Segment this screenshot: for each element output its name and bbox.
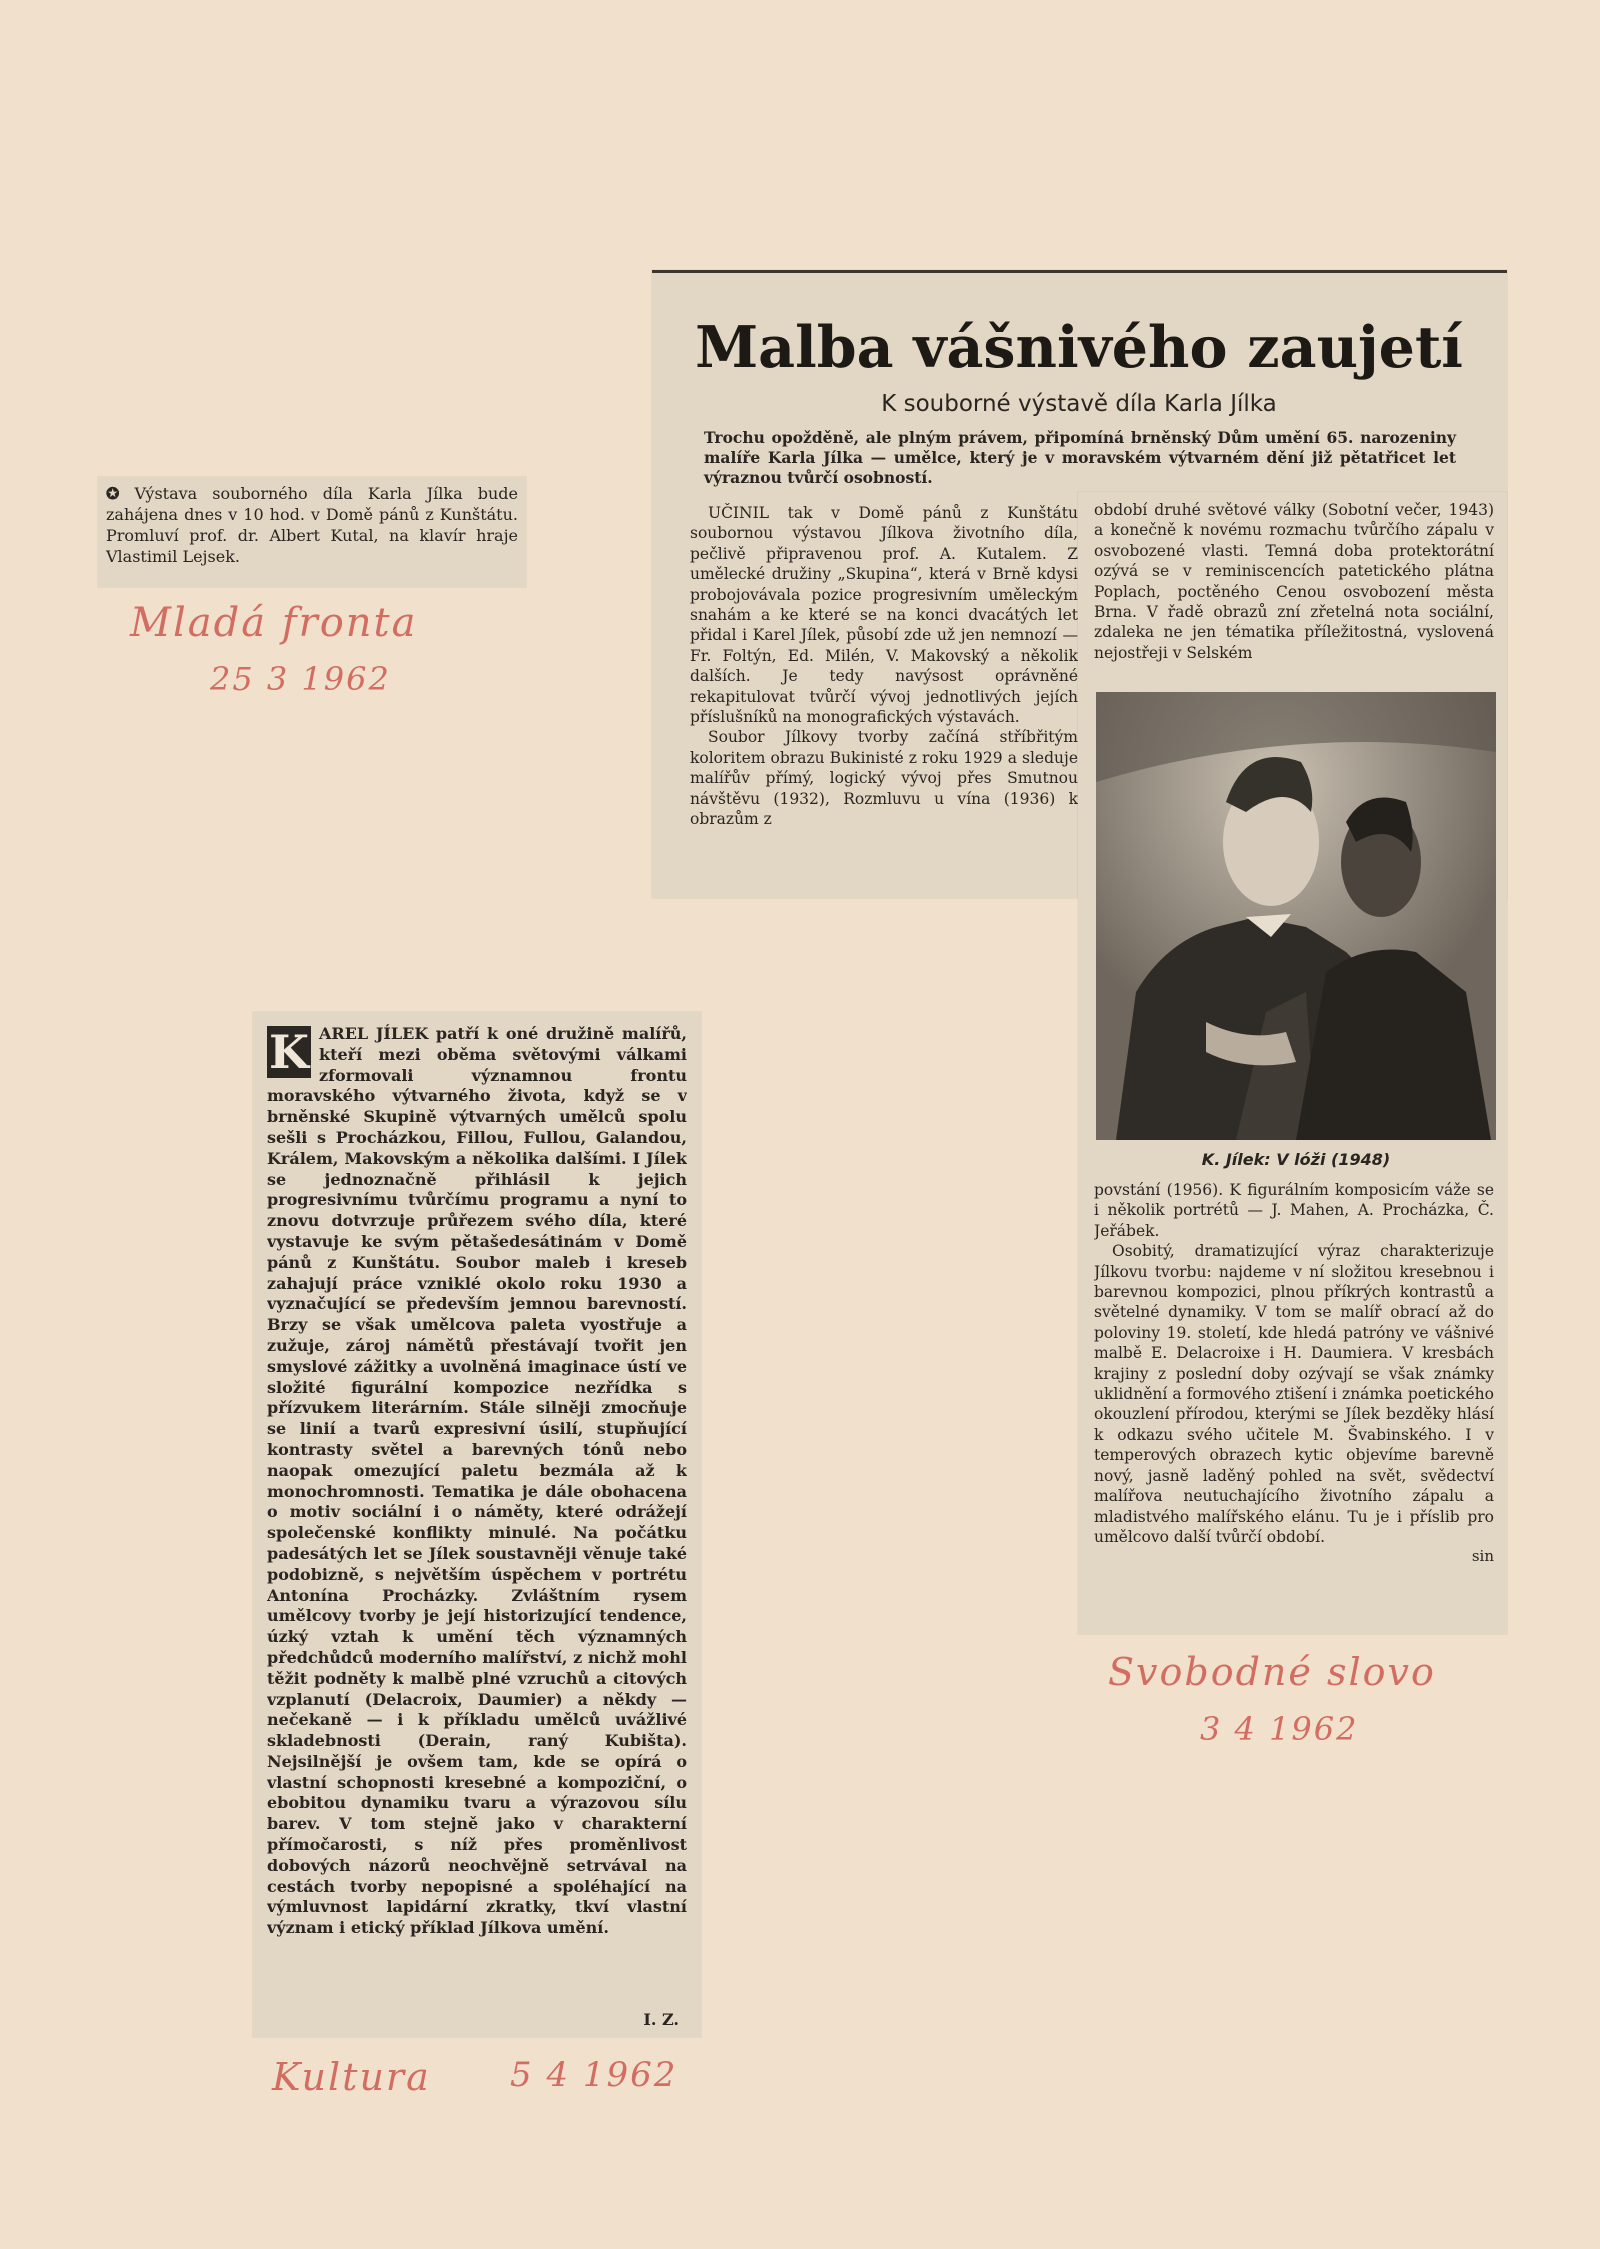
clipping-main-article-continued bbox=[1078, 492, 1507, 1634]
column-2-paragraph-2: povstání (1956). K figurálním komposicím váže se i několik portrétů — J. Mahen, A. Procházka, Č. Jeřábek. bbox=[1094, 1181, 1494, 1240]
article-headline: Malba vášnivého zaujetí bbox=[695, 314, 1463, 381]
handwritten-date-1: 25 3 1962 bbox=[210, 660, 391, 698]
article-column-1 bbox=[690, 503, 1078, 898]
handwritten-source-1: Mladá fronta bbox=[130, 600, 418, 646]
exhibition-notice-text: Výstava souborného díla Karla Jílka bude zahájena dnes v 10 hod. v Domě pánů z Kunštátu. Promluví prof. dr. Albert Kutal, na klavír hraje Vlastimil Lejsek. bbox=[106, 484, 518, 566]
photo-caption: K. Jílek: V lóži (1948) bbox=[1201, 1150, 1391, 1169]
bullet-icon: ✪ bbox=[106, 484, 120, 503]
handwritten-date-2: 3 4 1962 bbox=[1200, 1710, 1359, 1748]
kultura-signature: I. Z. bbox=[643, 2010, 679, 2029]
kultura-text: AREL JÍLEK patří k oné družině malířů, kteří mezi oběma světovými válkami zformovali významnou frontu moravského výtvarného života, když se v brněnské Skupině výtvarných umělců spolu sešli s Procházkou, Fillou, Fullou, Galandou, Králem, Makovským a několika dalšími. I Jílek se jednoznačně přihlásil k jejich progresivnímu tvůrčímu programu a nyní to znovu dotvrzuje průřezem svého díla, které vystavuje ke svým pětašedesátinám v Domě pánů z Kunštátu. Soubor maleb i kreseb zahajují práce vzniklé okolo roku 1930 a vyznačující se především jemnou barevností. Brzy se však umělcova paleta vyostřuje a zužuje, zároj námětů přestávají tvořit jen smyslové zážitky a uvolněná imaginace ústí ve složité figurální kompozice nezřídka s přízvukem literárním. Stále silněji zmocňuje se linií a tvarů expresivní úsilí, stupňující kontrasty světel a barevných tónů nebo naopak omezující paletu bezmála až k monochromnosti. Tematika je dále obohacena o motiv sociální i o náměty, které odrážejí společenské konflikty minulé. Na počátku padesátých let se Jílek soustavněji věnuje také podobizně, s největším úspěchem v portrétu Antonína Procházky. Zvláštním rysem umělcovy tvorby je její historizující tendence, úzký vztah k umění těch významných předchůdců moderního malířství, z nichž mohl těžit podněty k malbě plné vzruchů a citových vzplanutí (Delacroix, Daumier) a někdy — nečekaně — i k příkladu umělců uvážlivé skladebnosti (Derain, raný Kubišta). Nejsilnější je ovšem tam, kde se opírá o vlastní schopnosti kresebné a kompoziční, o ebobitou dynamiku tvaru a výrazovou sílu barev. V tom stejně jako v charakterní přímočarosti, s níž přes proměnlivost dobových názorů neochvějně setrvával na cestách tvorby nepopisné a spoléhající na výmluvnost lapidární zkratky, tkví vlastní význam i etický příklad Jílkova umění. bbox=[267, 1024, 687, 1938]
painting-image bbox=[1096, 692, 1496, 1140]
article-kultura-body bbox=[267, 1024, 687, 2009]
article-subheadline: K souborné výstavě díla Karla Jílka bbox=[881, 391, 1277, 417]
article-signature: sin bbox=[1471, 1547, 1494, 1566]
handwritten-source-2: Svobodné slovo bbox=[1108, 1650, 1436, 1694]
column-2-paragraph-3: Osobitý, dramatizující výraz charakterizuje Jílkovu tvorbu: najdeme v ní složitou kresebnou i barevnou kompozici, plnou příkrých kontrastů a světelné dynamiky. V tom se malíř obrací až do poloviny 19. století, kde hledá patróny ve vášnivé malbě E. Delacroixe i H. Daumiera. V kresbách krajiny z poslední doby ozývají se však známky uklidnění a formového ztišení i známka poetického okouzlení přírodou, kterými se Jílek bezděky hlásí k odkazu svého učitele M. Švabinského. I v temperových obrazech kytic objevíme barevně nový, jasně laděný pohled na svět, svědectví malířova neutuchajícího životního zápalu a mladistvého malířského elánu. Tu je i příslib pro umělcovo další tvůrčí období. bbox=[1094, 1242, 1494, 1546]
column-1-paragraph-2: Soubor Jílkovy tvorby začíná stříbřitým koloritem obrazu Bukinisté z roku 1929 a sleduje malířův přímý, logický vývoj přes Smutnou návštěvu (1932), Rozmluvu u vína (1936) k obrazům z bbox=[690, 728, 1078, 829]
clipping-exhibition-notice bbox=[98, 477, 526, 587]
handwritten-date-3: 5 4 1962 bbox=[510, 2055, 678, 2095]
column-1-paragraph-1: UČINIL tak v Domě pánů z Kunštátu soubornou výstavou Jílkova životního díla, pečlivě připravenou prof. A. Kutalem. Z umělecké družiny „Skupina“, která v Brně kdysi probojovávala pozice progresivním uměleckým snahám a ke které se na konci dvacátých let přidal i Karel Jílek, působí zde už jen nemnozí — Fr. Foltýn, Ed. Milén, V. Makovský a několik dalších. Je tedy navýsost oprávněné rekapitulovat tvůrčí vývoj jednotlivých jejích příslušníků na monografických výstavách. bbox=[690, 504, 1078, 727]
clipping-kultura-article bbox=[253, 1012, 701, 2037]
handwritten-source-3: Kultura bbox=[272, 2055, 431, 2099]
column-2-paragraph-1: období druhé světové války (Sobotní večer, 1943) a konečně k novému rozmachu tvůrčího zápalu v osvobozené vlasti. Temná doba protektorátní ozývá se v reminiscencích patetického plátna Poplach, poctěného Cenou osvobození města Brna. V řadě obrazů zní zřetelná nota sociální, zdaleka ne jen tématika příležitostná, vyslovená nejostřeji v Selském bbox=[1094, 501, 1494, 662]
article-lead: Trochu opožděně, ale plným právem, připomíná brněnský Dům umění 65. narozeniny malíře Karla Jílka — umělce, který je v moravském výtvarném dění již pětatřicet let výraznou tvůrčí osobností. bbox=[704, 428, 1456, 487]
drop-cap: K bbox=[267, 1026, 311, 1078]
painting-photo bbox=[1096, 692, 1496, 1140]
article-column-2-lower bbox=[1094, 1180, 1494, 1620]
